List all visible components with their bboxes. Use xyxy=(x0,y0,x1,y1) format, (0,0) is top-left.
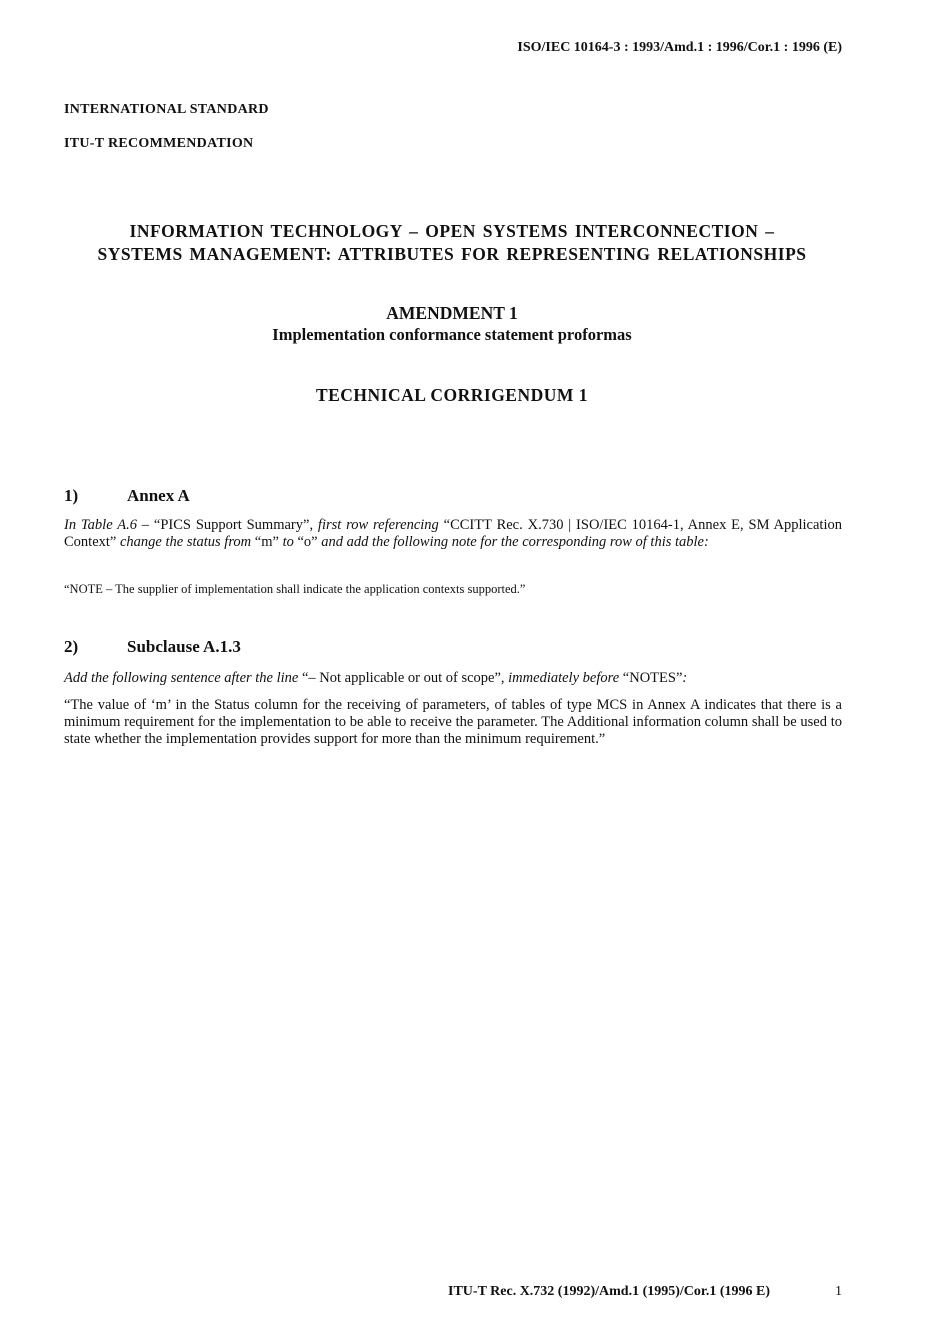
instruction-quote: “NOTES” xyxy=(622,670,683,686)
section-number: 1) xyxy=(64,486,79,505)
section-1-instruction xyxy=(64,517,842,551)
amendment-subtitle: Implementation conformance statement proformas xyxy=(272,325,632,344)
section-2-heading xyxy=(64,637,241,657)
instruction-italic: Add the following sentence after the line xyxy=(64,670,302,686)
section-number: 2) xyxy=(64,637,79,656)
title-line-1: INFORMATION TECHNOLOGY – OPEN SYSTEMS INTERCONNECTION – xyxy=(129,221,775,241)
section-1-note: “NOTE – The supplier of implementation shall indicate the application contexts supported.” xyxy=(64,582,526,596)
instruction-italic: first row referencing xyxy=(317,517,444,533)
corrigendum-label: TECHNICAL CORRIGENDUM 1 xyxy=(315,385,589,405)
amendment-label: AMENDMENT 1 xyxy=(386,303,518,323)
section-2-instruction xyxy=(64,670,842,687)
instruction-italic: : xyxy=(682,670,688,686)
document-title xyxy=(64,220,840,266)
instruction-italic: immediately before xyxy=(508,670,623,686)
instruction-italic: to xyxy=(282,534,298,550)
instruction-quote: “PICS Support Summary”, xyxy=(153,517,318,533)
section-title: Annex A xyxy=(127,486,190,505)
section-1-heading xyxy=(64,486,190,506)
itu-recommendation-label: ITU-T RECOMMENDATION xyxy=(64,136,254,151)
header-reference: ISO/IEC 10164-3 : 1993/Amd.1 : 1996/Cor.1 : 1996 (E) xyxy=(517,40,842,55)
instruction-quote: “CCITT Rec. X.730 | ISO/IEC 10164-1, Annex E, SM Application Context” xyxy=(64,517,842,550)
instruction-quote: “m” xyxy=(254,534,283,550)
instruction-italic: and add the following note for the corresponding row of this table: xyxy=(321,534,709,550)
title-line-2: SYSTEMS MANAGEMENT: ATTRIBUTES FOR REPRESENTING RELATIONSHIPS xyxy=(97,244,807,264)
instruction-italic: In Table A.6 – xyxy=(64,517,154,533)
section-2-body: “The value of ‘m’ in the Status column for the receiving of parameters, of tables of type MCS in Annex A indicates that there is a minimum requirement for the implementation to be able to receive the parameter. The Additional information column shall be used to state whether the implementation provides support for more than the minimum requirement.” xyxy=(64,697,842,747)
instruction-quote: “o” xyxy=(297,534,322,550)
page-number: 1 xyxy=(835,1284,842,1299)
section-title: Subclause A.1.3 xyxy=(127,637,241,656)
amendment-block xyxy=(64,303,840,345)
instruction-italic: change the status from xyxy=(119,534,255,550)
instruction-quote: “– Not applicable or out of scope”, xyxy=(302,670,509,686)
footer-reference: ITU-T Rec. X.732 (1992)/Amd.1 (1995)/Cor.1 (1996 E) xyxy=(448,1284,770,1299)
international-standard-label: INTERNATIONAL STANDARD xyxy=(64,102,269,117)
